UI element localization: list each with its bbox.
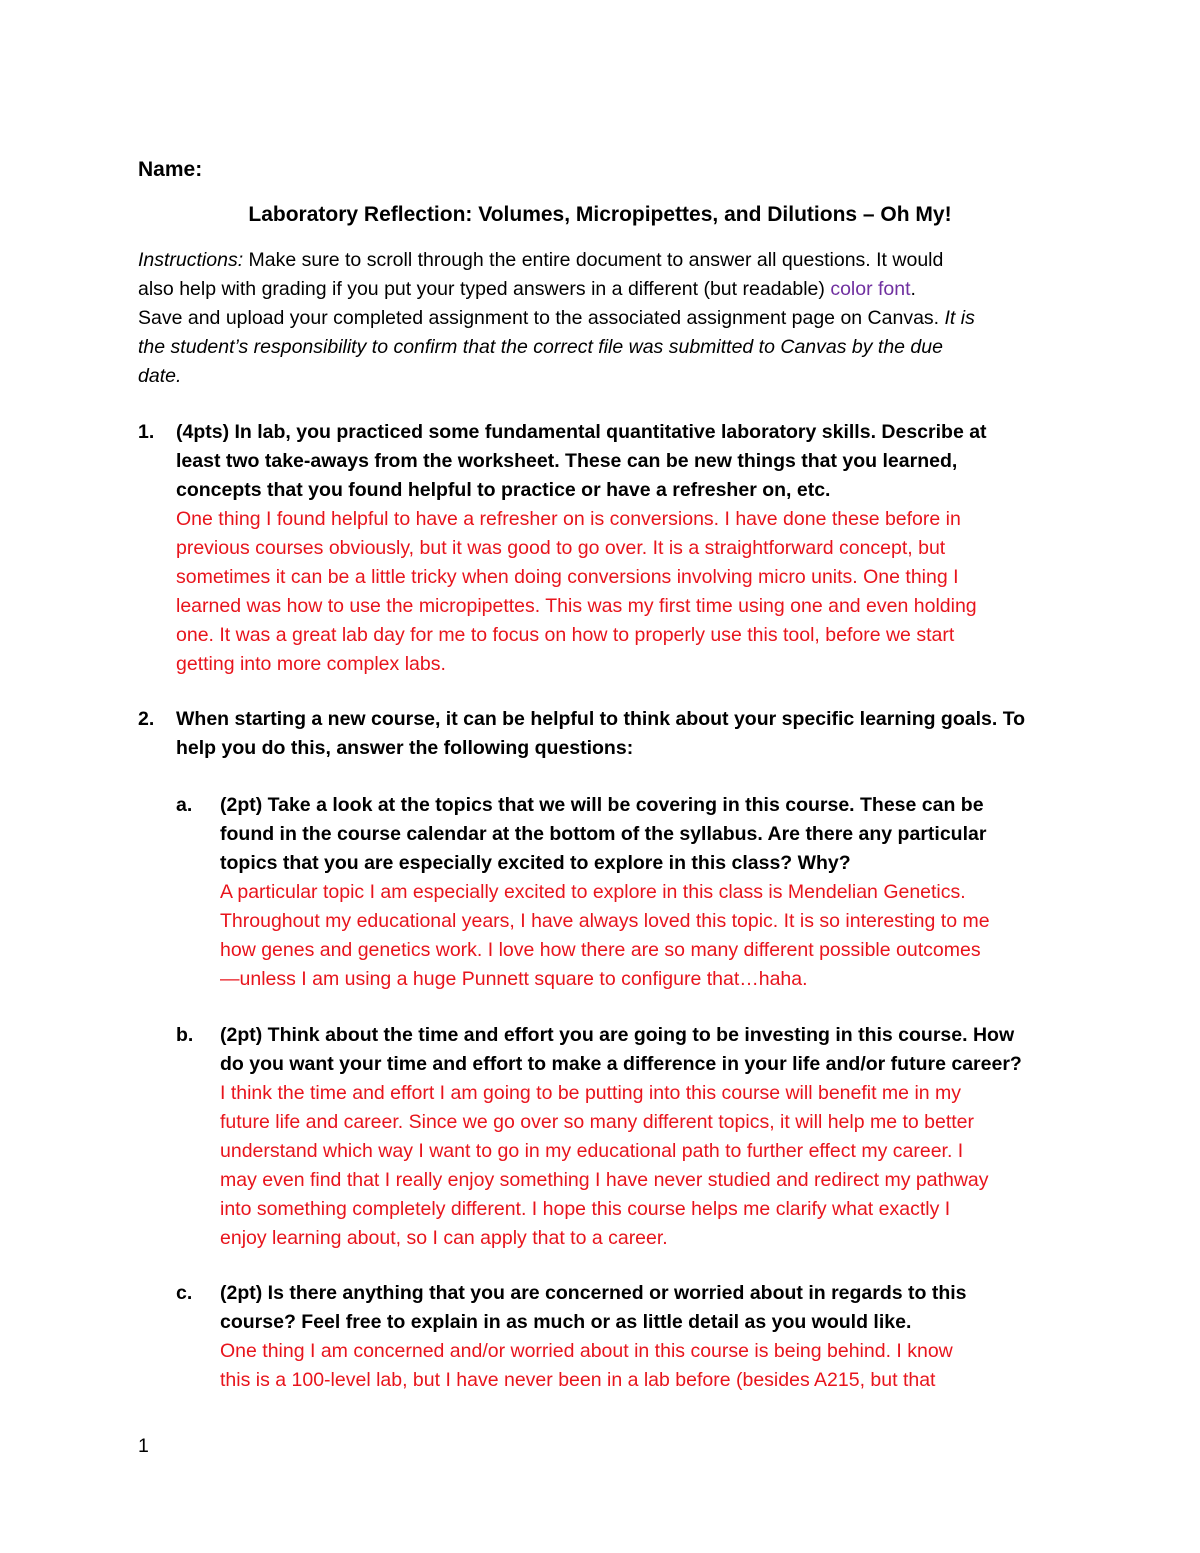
instructions — [138, 246, 1078, 391]
question-prompt-line: When starting a new course, it can be helpful to think about your specific learning goals. To — [176, 708, 1026, 730]
answer-line: A particular topic I am especially excited to explore in this class is Mendelian Genetics. — [220, 881, 966, 903]
question-2c — [176, 1279, 1096, 1395]
color-font-text: color font — [830, 278, 911, 300]
question-number: 2. — [138, 708, 155, 730]
instructions-italic: It is — [944, 307, 975, 329]
answer-line: learned was how to use the micropipettes. This was my first time using one and even holding — [176, 595, 977, 617]
answer-line: sometimes it can be a little tricky when doing conversions involving micro units. One thing I — [176, 566, 959, 588]
question-prompt-line: course? Feel free to explain in as much or as little detail as you would like. — [220, 1311, 912, 1333]
answer-line: how genes and genetics work. I love how there are so many different possible outcomes — [220, 939, 981, 961]
question-1 — [138, 418, 1088, 679]
instructions-text: Save and upload your completed assignment to the associated assignment page on Canvas. — [138, 307, 945, 329]
answer-line: enjoy learning about, so I can apply that to a career. — [220, 1227, 668, 1249]
question-prompt-line: do you want your time and effort to make a difference in your life and/or future career? — [220, 1053, 1022, 1075]
document-title: Laboratory Reflection: Volumes, Micropipettes, and Dilutions – Oh My! — [248, 203, 952, 226]
question-number: 1. — [138, 421, 155, 443]
question-letter: a. — [176, 794, 193, 816]
question-2 — [138, 705, 1088, 763]
question-prompt-line: topics that you are especially excited to explore in this class? Why? — [220, 852, 851, 874]
question-prompt-line: (2pt) Is there anything that you are concerned or worried about in regards to this — [220, 1282, 967, 1304]
answer-line: One thing I am concerned and/or worried about in this course is being behind. I know — [220, 1340, 953, 1362]
answer-line: I think the time and effort I am going to be putting into this course will benefit me in my — [220, 1082, 962, 1104]
question-prompt-line: (2pt) Think about the time and effort you are going to be investing in this course. How — [220, 1024, 1015, 1046]
question-prompt-line: (4pts) In lab, you practiced some fundamental quantitative laboratory skills. Describe at — [176, 421, 987, 443]
answer-line: understand which way I want to go in my educational path to further effect my career. I — [220, 1140, 964, 1162]
answer-line: one. It was a great lab day for me to focus on how to properly use this tool, before we start — [176, 624, 955, 646]
instructions-italic: date. — [138, 365, 182, 387]
question-letter: b. — [176, 1024, 194, 1046]
answer-line: One thing I found helpful to have a refresher on is conversions. I have done these before in — [176, 508, 961, 530]
question-prompt-line: help you do this, answer the following questions: — [176, 737, 634, 759]
instructions-text: . — [910, 278, 916, 300]
question-prompt-line: concepts that you found helpful to practice or have a refresher on, etc. — [176, 479, 831, 501]
page-number: 1 — [138, 1435, 149, 1457]
answer-line: getting into more complex labs. — [176, 653, 446, 675]
instructions-lead: Instructions: — [138, 249, 244, 271]
answer-line: future life and career. Since we go over so many different topics, it will help me to better — [220, 1111, 975, 1133]
question-letter: c. — [176, 1282, 193, 1304]
name-label: Name: — [138, 158, 203, 181]
instructions-text: Make sure to scroll through the entire document to answer all questions. It would — [243, 249, 944, 271]
question-2a — [176, 791, 1096, 994]
answer-line: —unless I am using a huge Punnett square to configure that…haha. — [220, 968, 808, 990]
question-prompt-line: found in the course calendar at the bottom of the syllabus. Are there any particular — [220, 823, 987, 845]
instructions-italic: the student’s responsibility to confirm that the correct file was submitted to Canvas by the due — [138, 336, 943, 358]
answer-line: Throughout my educational years, I have always loved this topic. It is so interesting to me — [220, 910, 990, 932]
answer-line: this is a 100-level lab, but I have never been in a lab before (besides A215, but that — [220, 1369, 936, 1391]
answer-line: may even find that I really enjoy something I have never studied and redirect my pathway — [220, 1169, 989, 1191]
instructions-text: also help with grading if you put your typed answers in a different (but readable) — [138, 278, 831, 300]
question-prompt-line: least two take-aways from the worksheet. These can be new things that you learned, — [176, 450, 958, 472]
question-2b — [176, 1021, 1096, 1253]
answer-line: into something completely different. I hope this course helps me clarify what exactly I — [220, 1198, 951, 1220]
answer-line: previous courses obviously, but it was good to go over. It is a straightforward concept, but — [176, 537, 946, 559]
question-prompt-line: (2pt) Take a look at the topics that we will be covering in this course. These can be — [220, 794, 984, 816]
